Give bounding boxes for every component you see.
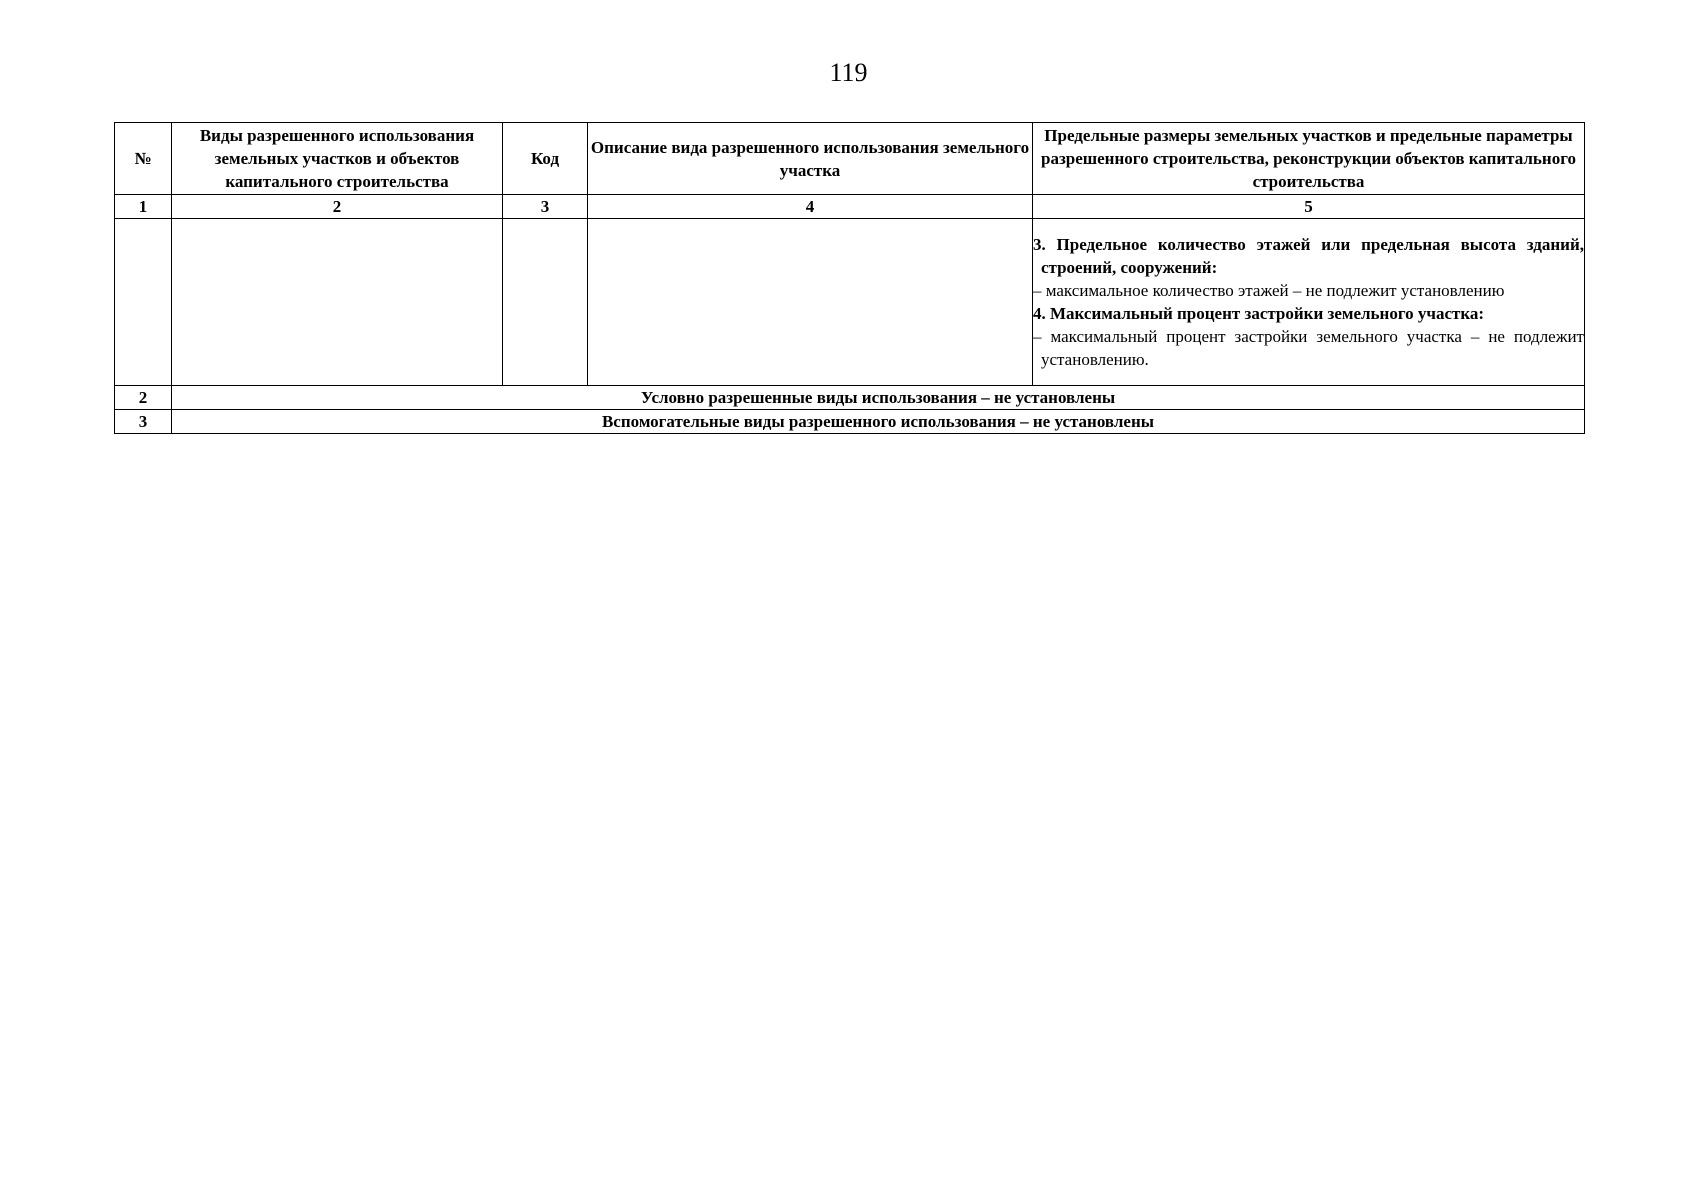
- column-number: 4: [588, 195, 1033, 219]
- header-parameters: Предельные размеры земельных участков и предельные параметры разрешенного строительства, реконструкции объектов капитального строительства: [1033, 123, 1585, 195]
- param-item: – максимальное количество этажей – не подлежит установлению: [1033, 281, 1505, 300]
- param-heading: 3. Предельное количество этажей или предельная высота зданий, строений, сооружений:: [1033, 235, 1584, 277]
- table-row: [115, 410, 1585, 434]
- header-number: №: [115, 123, 172, 195]
- column-number: 2: [172, 195, 503, 219]
- column-number: 5: [1033, 195, 1585, 219]
- table-row: [115, 386, 1585, 410]
- conditional-uses-cell: Условно разрешенные виды использования – не установлены: [172, 386, 1585, 410]
- auxiliary-uses-cell: Вспомогательные виды разрешенного использования – не установлены: [172, 410, 1585, 434]
- cell-number: 3: [115, 410, 172, 434]
- cell-number: [115, 219, 172, 386]
- cell-number: 2: [115, 386, 172, 410]
- header-use-type: Виды разрешенного использования земельных участков и объектов капитального строительства: [172, 123, 503, 195]
- param-item: – максимальный процент застройки земельного участка – не подлежит установлению.: [1033, 327, 1584, 369]
- column-number: 1: [115, 195, 172, 219]
- header-row: [115, 123, 1585, 195]
- cell-description: [588, 219, 1033, 386]
- param-heading: 4. Максимальный процент застройки земельного участка:: [1033, 304, 1485, 323]
- column-number: 3: [503, 195, 588, 219]
- cell-parameters: [1033, 219, 1585, 386]
- table-row: [115, 219, 1585, 386]
- page-number: 119: [829, 58, 868, 87]
- land-use-table: [114, 122, 1585, 434]
- header-description: Описание вида разрешенного использования земельного участка: [588, 123, 1033, 195]
- column-numbers-row: [115, 195, 1585, 219]
- header-code: Код: [503, 123, 588, 195]
- cell-code: [503, 219, 588, 386]
- cell-use-type: [172, 219, 503, 386]
